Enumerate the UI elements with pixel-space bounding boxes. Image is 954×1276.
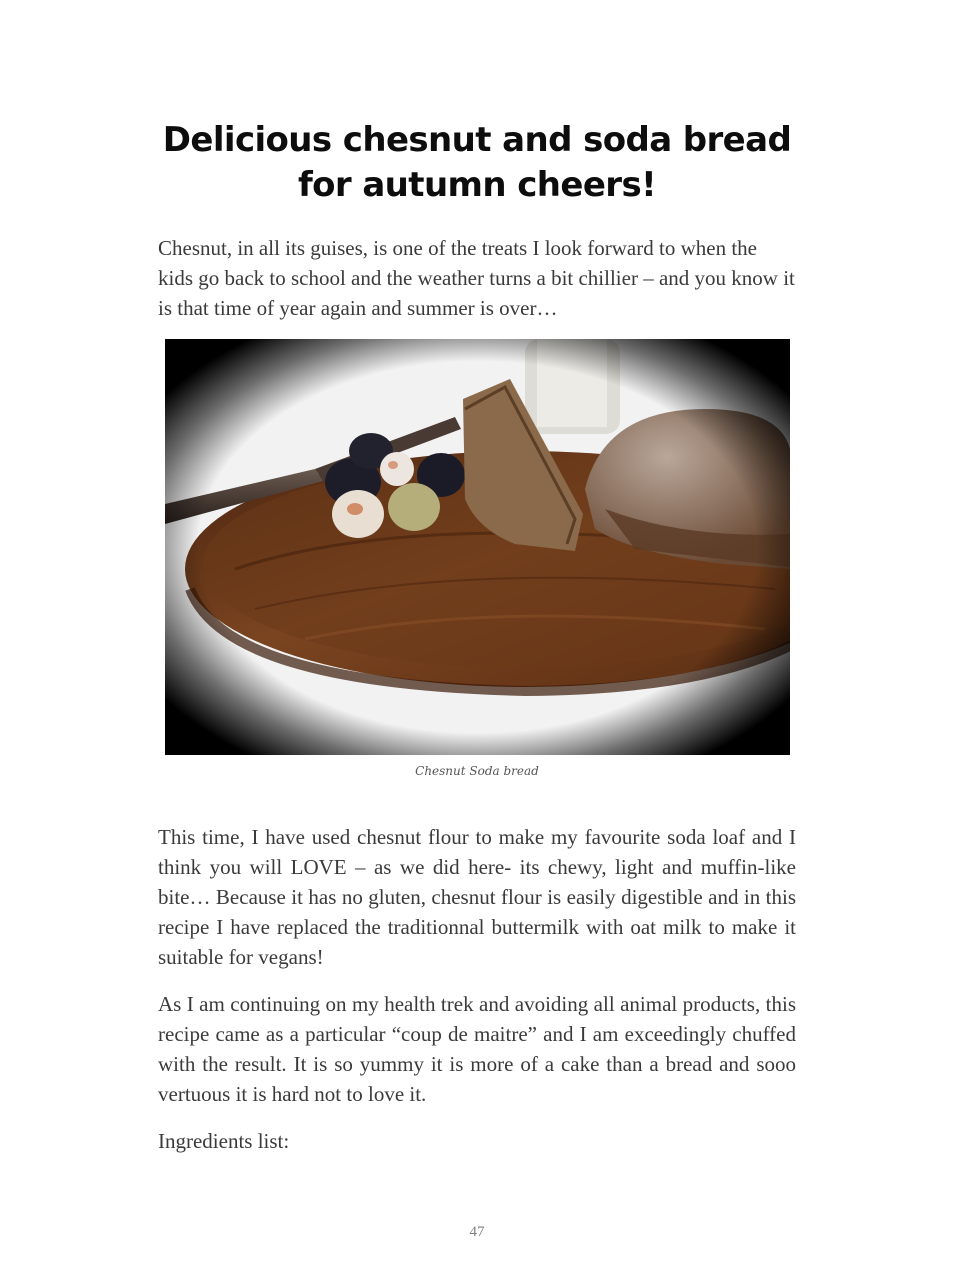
page-number: 47	[469, 1224, 485, 1240]
ingredients-heading: Ingredients list:	[158, 1129, 290, 1153]
body-paragraph: As I am continuing on my health trek and avoiding all animal products, this recipe came as a particular “coup de maitre” and I am exceedingly chuffed with the result. It is so yummy it is more of a cake than a bread and sooo vertuous it is hard not to love it.	[158, 992, 796, 1106]
page-title: Delicious chesnut and soda bread for autumn cheers!	[162, 120, 792, 205]
intro-paragraph: Chesnut, in all its guises, is one of the treats I look forward to when the kids go back to school and the weather turns a bit chillier – and you know it is that time of year again and summer is over…	[158, 236, 795, 320]
figure-caption: Chesnut Soda bread	[415, 764, 539, 778]
body-paragraph: This time, I have used chesnut flour to make my favourite soda loaf and I think you will LOVE – as we did here- its chewy, light and muffin-like bite… Because it has no gluten, chesnut flour is easily digestible and in this recipe I have replaced the traditionnal buttermilk with oat milk to make it suitable for vegans!	[158, 825, 796, 969]
chestnut-soda-bread-photo	[165, 339, 790, 755]
